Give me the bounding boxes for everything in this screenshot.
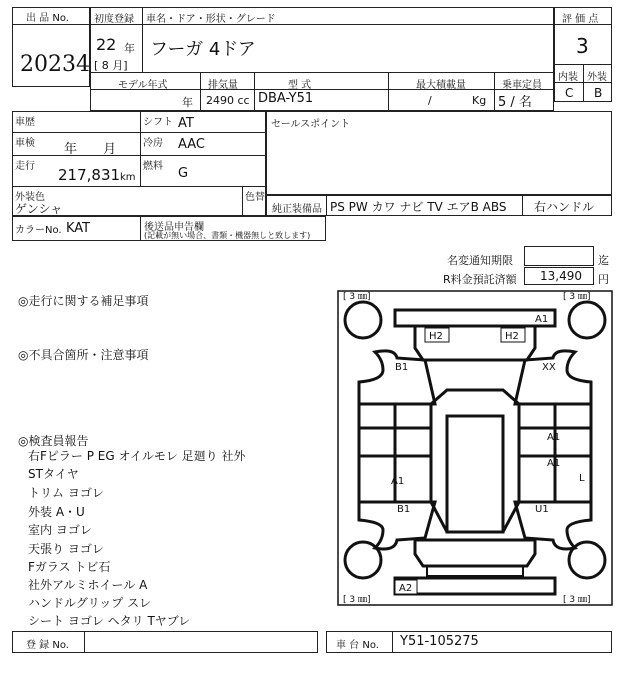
max-load-unit: Kg bbox=[472, 94, 487, 107]
mark-b1-left-rear: B1 bbox=[397, 504, 411, 515]
wheel-front-right bbox=[569, 302, 605, 338]
displacement-value: 2490 cc bbox=[206, 94, 250, 107]
mark-a1-front-bumper: A1 bbox=[535, 314, 549, 325]
inspector-line: 社外アルミホイール A bbox=[28, 578, 148, 592]
first-reg-label: 初度登録 bbox=[94, 14, 134, 25]
mark-xx-right-front: XX bbox=[542, 362, 556, 373]
steering-value: 右ハンドル bbox=[534, 200, 595, 214]
car-name: フーガ 4ドア bbox=[150, 39, 256, 60]
reg-no-label: 登 録 No. bbox=[26, 640, 69, 651]
lot-label: 出 品 No. bbox=[26, 13, 69, 24]
mark-u1-right-rear: U1 bbox=[535, 504, 549, 515]
exterior-label: 外装 bbox=[587, 72, 607, 83]
mark-h2-left: H2 bbox=[429, 331, 443, 342]
first-reg-month: [ 8 月] bbox=[94, 59, 128, 72]
inspector-line: Fガラス トビ石 bbox=[28, 560, 111, 574]
name-change-unit: 迄 bbox=[598, 254, 609, 267]
capacity-value: 5 / 名 bbox=[498, 95, 532, 110]
model-year-label: モデル年式 bbox=[118, 80, 168, 91]
inspector-line: 室内 ヨゴレ bbox=[28, 523, 92, 537]
shift-label: シフト bbox=[143, 117, 173, 128]
model-value: DBA-Y51 bbox=[258, 91, 314, 106]
inspection-label: 車検 bbox=[15, 138, 35, 149]
model-label: 型 式 bbox=[288, 80, 312, 91]
post-reg-label: 後送品申告欄 bbox=[144, 222, 204, 233]
windshield bbox=[431, 390, 519, 404]
mark-b1-left-front: B1 bbox=[395, 362, 409, 373]
model-year-unit: 年 bbox=[182, 96, 193, 109]
capacity-label: 乗車定員 bbox=[502, 80, 542, 91]
mark-a2-rear-bumper: A2 bbox=[399, 583, 413, 594]
rear-window bbox=[431, 502, 519, 532]
diagram-frame bbox=[338, 291, 612, 605]
right-front-fender bbox=[515, 351, 591, 404]
score-label: 評 価 点 bbox=[562, 14, 599, 25]
name-change-label: 名変通知期限 bbox=[447, 254, 513, 267]
tire-mark-fl: [ 3 ㎜] bbox=[343, 292, 371, 302]
ac-label: 冷房 bbox=[143, 138, 163, 149]
mark-h2-right: H2 bbox=[505, 331, 519, 342]
mark-a1-left-door: A1 bbox=[391, 476, 405, 487]
ac-value: AAC bbox=[178, 137, 205, 152]
displacement-label: 排気量 bbox=[208, 80, 238, 91]
lot-number: 20234 bbox=[20, 52, 90, 77]
max-load-label: 最大積載量 bbox=[416, 80, 466, 91]
left-front-fender bbox=[359, 351, 435, 404]
wheel-front-left bbox=[345, 302, 381, 338]
inspector-line: シート ヨゴレ ヘタリ Tヤブレ bbox=[28, 614, 191, 628]
equipment-label: 純正装備品 bbox=[272, 204, 322, 215]
recycle-label: R料金預託済額 bbox=[443, 273, 517, 286]
roof bbox=[447, 416, 503, 532]
inspector-title: ◎検査員報告 bbox=[18, 434, 89, 448]
mark-l-right: L bbox=[579, 473, 585, 484]
car-damage-diagram bbox=[337, 290, 613, 606]
right-rear-fender bbox=[515, 502, 591, 549]
mileage-value: 217,831 bbox=[58, 166, 121, 184]
fuel-label: 燃料 bbox=[143, 161, 163, 172]
exterior-grade: B bbox=[594, 86, 603, 100]
interior-label: 内装 bbox=[558, 72, 578, 83]
mileage-unit: km bbox=[120, 172, 136, 183]
fuel-value: G bbox=[178, 166, 189, 181]
name-change-box bbox=[524, 246, 594, 266]
defects-title: ◎不具合箇所・注意事項 bbox=[18, 348, 149, 362]
tire-mark-fr: [ 3 ㎜] bbox=[563, 292, 591, 302]
max-load-separator: / bbox=[428, 94, 432, 107]
tire-mark-rr: [ 3 ㎜] bbox=[563, 595, 591, 605]
front-bumper bbox=[395, 310, 555, 326]
mileage-label: 走行 bbox=[15, 161, 35, 172]
interior-grade: C bbox=[565, 86, 574, 100]
color-no-label: カラーNo. bbox=[15, 225, 62, 236]
repaint-label: 色替 bbox=[245, 192, 265, 203]
chassis-no: Y51-105275 bbox=[400, 634, 479, 649]
inspector-line: トリム ヨゴレ bbox=[28, 486, 104, 500]
exterior-color-label: 外装色 bbox=[15, 192, 45, 203]
mark-a1-right-door2: A1 bbox=[547, 458, 561, 469]
inspector-line: 右Fピラー P EG オイルモレ 足廻り 社外 bbox=[28, 449, 246, 463]
trunk bbox=[415, 540, 535, 566]
recycle-fee: 13,490 bbox=[540, 269, 582, 283]
sales-point-label: セールスポイント bbox=[271, 119, 351, 130]
inspector-line: 外装 A・U bbox=[28, 505, 85, 519]
history-label: 車歴 bbox=[15, 117, 35, 128]
color-no-value: KAT bbox=[66, 221, 91, 236]
recycle-unit: 円 bbox=[598, 273, 609, 286]
inspector-line: 天張り ヨゴレ bbox=[28, 542, 104, 556]
exterior-color-value: ゲンシャ bbox=[15, 202, 63, 216]
mark-a1-right-door1: A1 bbox=[547, 432, 561, 443]
rear-bumper bbox=[395, 578, 555, 594]
first-reg-year: 22 bbox=[96, 35, 117, 54]
inspector-line: ハンドルグリップ スレ bbox=[28, 596, 152, 610]
tire-mark-rl: [ 3 ㎜] bbox=[343, 595, 371, 605]
inspection-value: 年 月 bbox=[64, 142, 117, 157]
score-value: 3 bbox=[576, 34, 589, 58]
equipment-value: PS PW カワ ナビ TV エアB ABS bbox=[330, 200, 507, 214]
chassis-label: 車 台 No. bbox=[336, 640, 379, 651]
post-reg-note: (記載が無い場合、書類・機器無しと致します) bbox=[144, 231, 311, 240]
driving-notes-title: ◎走行に関する補足事項 bbox=[18, 294, 149, 308]
year-unit: 年 bbox=[124, 42, 135, 55]
shift-value: AT bbox=[178, 116, 194, 131]
car-name-label: 車名・ドア・形状・グレード bbox=[146, 14, 276, 25]
inspector-line: STタイヤ bbox=[28, 467, 79, 481]
